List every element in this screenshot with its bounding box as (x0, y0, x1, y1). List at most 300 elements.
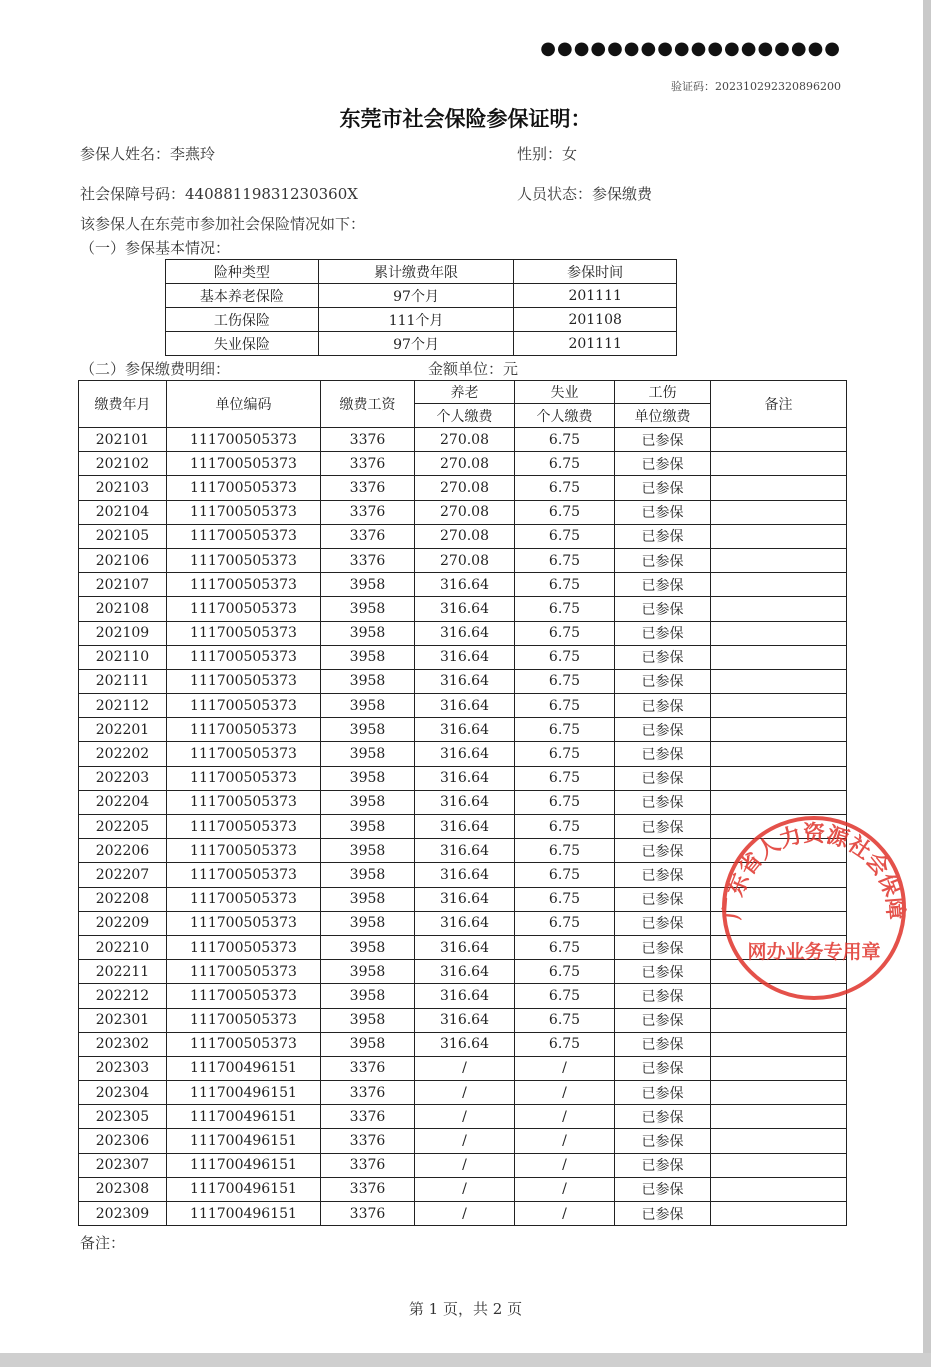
table-cell: 3958 (321, 911, 415, 935)
table-cell: 6.75 (515, 476, 615, 500)
table-cell (711, 1056, 847, 1080)
table-cell: 111700496151 (167, 1202, 321, 1226)
table-cell: 202112 (79, 694, 167, 718)
name-label: 参保人姓名： (80, 145, 171, 163)
table-cell: 316.64 (415, 742, 515, 766)
table-row (79, 645, 847, 669)
table-cell: 202308 (79, 1177, 167, 1201)
table-row (79, 1105, 847, 1129)
table-cell: 316.64 (415, 1008, 515, 1032)
table-cell: 已参保 (615, 669, 711, 693)
table-cell: / (415, 1129, 515, 1153)
table-cell: 202207 (79, 863, 167, 887)
table-cell: 202211 (79, 960, 167, 984)
table-cell: 111700505373 (167, 887, 321, 911)
table-cell: / (415, 1177, 515, 1201)
table-cell: 316.64 (415, 766, 515, 790)
header-pension: 养老 (415, 381, 515, 404)
gender-label: 性别： (517, 145, 563, 163)
table-cell: 已参保 (615, 1056, 711, 1080)
table-cell: 已参保 (615, 452, 711, 476)
table-cell: 3376 (321, 1202, 415, 1226)
table-row (79, 1081, 847, 1105)
table-cell: 316.64 (415, 815, 515, 839)
table-cell: 202204 (79, 790, 167, 814)
table-cell: 已参保 (615, 863, 711, 887)
table-row (79, 476, 847, 500)
table-cell: 3958 (321, 1032, 415, 1056)
table-row (79, 1129, 847, 1153)
table-cell: 已参保 (615, 1202, 711, 1226)
table-cell: 111700505373 (167, 718, 321, 742)
table-row (79, 452, 847, 476)
table-cell: / (415, 1105, 515, 1129)
table-cell: 111700505373 (167, 960, 321, 984)
table-cell: 3958 (321, 645, 415, 669)
table-cell: 6.75 (515, 742, 615, 766)
table-cell: / (515, 1177, 615, 1201)
table-cell: 工伤保险 (166, 308, 319, 332)
table-cell: 316.64 (415, 694, 515, 718)
table-cell: 已参保 (615, 548, 711, 572)
table-cell: 已参保 (615, 524, 711, 548)
table-cell: 6.75 (515, 597, 615, 621)
table-cell: 202210 (79, 935, 167, 959)
seal-inner-text: 网办业务专用章 (747, 941, 881, 963)
table-cell: 已参保 (615, 597, 711, 621)
table-cell: 97个月 (318, 332, 514, 356)
table-cell: 6.75 (515, 960, 615, 984)
table-cell: 111700505373 (167, 452, 321, 476)
table-cell (711, 1105, 847, 1129)
table-cell: 111700505373 (167, 524, 321, 548)
table-cell: 111700505373 (167, 573, 321, 597)
header-pension-sub: 个人缴费 (415, 404, 515, 428)
table-row (79, 500, 847, 524)
table-cell: 3958 (321, 742, 415, 766)
table-cell: 111700505373 (167, 621, 321, 645)
table-cell: 316.64 (415, 960, 515, 984)
table-cell: 270.08 (415, 452, 515, 476)
table-cell: 270.08 (415, 428, 515, 452)
table-cell (711, 1129, 847, 1153)
header-remark: 备注 (711, 381, 847, 428)
table-cell: 已参保 (615, 1081, 711, 1105)
verify-code (671, 78, 841, 94)
table-cell: 3376 (321, 548, 415, 572)
table-cell: 已参保 (615, 1177, 711, 1201)
table-cell: / (515, 1105, 615, 1129)
table-cell: 6.75 (515, 911, 615, 935)
table-cell: 270.08 (415, 476, 515, 500)
table-cell: 202305 (79, 1105, 167, 1129)
table-cell: 202102 (79, 452, 167, 476)
table-cell: 6.75 (515, 887, 615, 911)
table-cell: 已参保 (615, 645, 711, 669)
table-cell: 202212 (79, 984, 167, 1008)
table-cell: 已参保 (615, 960, 711, 984)
table-cell (711, 1177, 847, 1201)
table-cell: 6.75 (515, 1008, 615, 1032)
table-cell: 316.64 (415, 911, 515, 935)
table-cell (711, 1202, 847, 1226)
table-cell: 已参保 (615, 911, 711, 935)
table-cell: 111700496151 (167, 1129, 321, 1153)
table-row (79, 694, 847, 718)
table-row (79, 1008, 847, 1032)
table-cell: 6.75 (515, 669, 615, 693)
table-cell (711, 694, 847, 718)
table-cell: 已参保 (615, 500, 711, 524)
table-cell: 已参保 (615, 790, 711, 814)
table-cell: 3958 (321, 694, 415, 718)
table-cell: 6.75 (515, 548, 615, 572)
table-cell: 3958 (321, 960, 415, 984)
table-cell: 3958 (321, 766, 415, 790)
table-cell: 111700496151 (167, 1081, 321, 1105)
table-cell (711, 476, 847, 500)
table-cell: 202304 (79, 1081, 167, 1105)
table-cell: 3376 (321, 476, 415, 500)
table-cell: 111700505373 (167, 790, 321, 814)
table-cell: / (515, 1081, 615, 1105)
table-cell: / (415, 1202, 515, 1226)
table-cell: 3376 (321, 1129, 415, 1153)
table-cell: 111700505373 (167, 1032, 321, 1056)
table-cell: 111700505373 (167, 911, 321, 935)
table-cell: 111700505373 (167, 839, 321, 863)
table-cell: 111700496151 (167, 1177, 321, 1201)
table-cell (711, 742, 847, 766)
table-row (79, 1032, 847, 1056)
table-cell: 已参保 (615, 1105, 711, 1129)
table-row (166, 284, 677, 308)
table-cell: 已参保 (615, 621, 711, 645)
table-cell: 6.75 (515, 766, 615, 790)
table-row (79, 742, 847, 766)
table-cell (711, 428, 847, 452)
section1-title: （一）参保基本情况： (80, 239, 231, 257)
name-value: 李燕玲 (170, 145, 216, 163)
table-cell: 111700505373 (167, 815, 321, 839)
section2-title: （二）参保缴费明细： (80, 360, 231, 378)
table-cell: 3958 (321, 790, 415, 814)
table-row (79, 669, 847, 693)
table-cell: 316.64 (415, 621, 515, 645)
table-cell (711, 669, 847, 693)
table-cell: 270.08 (415, 500, 515, 524)
table-cell: 3376 (321, 1177, 415, 1201)
table-cell: 3958 (321, 815, 415, 839)
table-cell: 6.75 (515, 984, 615, 1008)
table-cell: 111700505373 (167, 669, 321, 693)
table-cell: 270.08 (415, 524, 515, 548)
table-cell: 202101 (79, 428, 167, 452)
table-cell: 已参保 (615, 1153, 711, 1177)
table-cell (711, 1153, 847, 1177)
table-cell: 3958 (321, 887, 415, 911)
table-cell (711, 718, 847, 742)
table-cell: 111700505373 (167, 428, 321, 452)
table-row (79, 524, 847, 548)
table-cell: / (415, 1056, 515, 1080)
table-cell: 6.75 (515, 1032, 615, 1056)
table-cell: 111700505373 (167, 935, 321, 959)
basic-info-table (165, 259, 677, 356)
table-cell: 已参保 (615, 815, 711, 839)
table-cell: / (515, 1202, 615, 1226)
table-cell: 失业保险 (166, 332, 319, 356)
table-cell: 3958 (321, 863, 415, 887)
table-cell (711, 621, 847, 645)
table-cell: 111700505373 (167, 597, 321, 621)
table-cell: 316.64 (415, 790, 515, 814)
table-cell: 202108 (79, 597, 167, 621)
table-cell: 3958 (321, 718, 415, 742)
ssn-field (80, 183, 358, 204)
table-cell: 3376 (321, 1081, 415, 1105)
table-cell: 3376 (321, 1105, 415, 1129)
table-cell: 111个月 (318, 308, 514, 332)
table-cell: / (415, 1081, 515, 1105)
table-cell: 316.64 (415, 984, 515, 1008)
table-cell: 111700505373 (167, 476, 321, 500)
table-cell: 已参保 (615, 694, 711, 718)
payment-detail-table (78, 380, 847, 1226)
table-cell: 202106 (79, 548, 167, 572)
ssn-label: 社会保障号码： (80, 185, 186, 203)
table-cell: 202208 (79, 887, 167, 911)
table-cell (711, 597, 847, 621)
name-field (80, 143, 215, 164)
table-cell: 202302 (79, 1032, 167, 1056)
table-cell: 6.75 (515, 694, 615, 718)
table-cell: 316.64 (415, 718, 515, 742)
table-cell: 316.64 (415, 669, 515, 693)
table-cell: 111700505373 (167, 694, 321, 718)
table-cell: 111700505373 (167, 645, 321, 669)
table-cell: 6.75 (515, 428, 615, 452)
table-cell: 202201 (79, 718, 167, 742)
table-cell: 316.64 (415, 839, 515, 863)
page-edge-right (923, 0, 931, 1367)
table-cell (711, 1008, 847, 1032)
table-cell: 3376 (321, 524, 415, 548)
official-seal-icon (718, 812, 910, 1004)
header-unemployment: 失业 (515, 381, 615, 404)
table-row (79, 1153, 847, 1177)
table-row (166, 332, 677, 356)
status-value: 参保缴费 (592, 185, 653, 203)
table-cell: 已参保 (615, 935, 711, 959)
amount-unit: 金额单位：元 (428, 360, 519, 378)
ssn-value: 44088119831230360X (185, 185, 358, 203)
table-cell: 参保时间 (514, 260, 677, 284)
table-cell: 202107 (79, 573, 167, 597)
table-cell: 3376 (321, 452, 415, 476)
status-label: 人员状态： (517, 185, 593, 203)
gender-field (517, 143, 577, 164)
table-cell: 已参保 (615, 476, 711, 500)
table-cell: 6.75 (515, 718, 615, 742)
header-month: 缴费年月 (79, 381, 167, 428)
table-cell: 6.75 (515, 452, 615, 476)
table-cell: 202301 (79, 1008, 167, 1032)
table-cell: 202206 (79, 839, 167, 863)
table-cell: 202103 (79, 476, 167, 500)
table-row (79, 1202, 847, 1226)
page-number: 第 1 页，共 2 页 (408, 1300, 523, 1318)
table-cell: 6.75 (515, 863, 615, 887)
table-row (79, 1056, 847, 1080)
table-cell: 已参保 (615, 428, 711, 452)
table-cell: 202105 (79, 524, 167, 548)
table-cell: 111700505373 (167, 863, 321, 887)
table-cell: 316.64 (415, 1032, 515, 1056)
table-cell: 111700505373 (167, 548, 321, 572)
table-cell: 6.75 (515, 815, 615, 839)
remark-label: 备注： (80, 1234, 126, 1252)
table-cell: 111700496151 (167, 1153, 321, 1177)
table-cell: 316.64 (415, 935, 515, 959)
table-cell: 202306 (79, 1129, 167, 1153)
table-cell: 6.75 (515, 573, 615, 597)
table-cell: 3376 (321, 500, 415, 524)
table-cell (711, 645, 847, 669)
table-cell: 3958 (321, 669, 415, 693)
table-cell: 6.75 (515, 839, 615, 863)
table-cell (711, 1081, 847, 1105)
basic-header-row (166, 260, 677, 284)
table-cell: 已参保 (615, 887, 711, 911)
document-title: 东莞市社会保险参保证明： (339, 107, 592, 131)
table-cell: 3958 (321, 621, 415, 645)
table-cell: / (515, 1153, 615, 1177)
table-row (79, 1177, 847, 1201)
table-cell: 202110 (79, 645, 167, 669)
header-unit-code: 单位编码 (167, 381, 321, 428)
table-cell (711, 573, 847, 597)
table-cell: 基本养老保险 (166, 284, 319, 308)
table-cell (711, 766, 847, 790)
table-cell: 202203 (79, 766, 167, 790)
table-cell: 6.75 (515, 621, 615, 645)
table-row (79, 766, 847, 790)
table-cell: 111700496151 (167, 1105, 321, 1129)
table-cell (711, 452, 847, 476)
table-cell: 已参保 (615, 718, 711, 742)
table-cell: 202205 (79, 815, 167, 839)
table-row (79, 428, 847, 452)
table-cell: 316.64 (415, 887, 515, 911)
table-cell: 累计缴费年限 (318, 260, 514, 284)
table-cell: 3958 (321, 839, 415, 863)
table-cell: 202309 (79, 1202, 167, 1226)
table-cell: 202209 (79, 911, 167, 935)
table-cell: 202303 (79, 1056, 167, 1080)
table-cell: 已参保 (615, 839, 711, 863)
table-cell: 111700505373 (167, 742, 321, 766)
table-row (79, 718, 847, 742)
table-cell: 3958 (321, 1008, 415, 1032)
header-injury: 工伤 (615, 381, 711, 404)
table-cell: 已参保 (615, 984, 711, 1008)
table-cell: 202111 (79, 669, 167, 693)
table-cell: 316.64 (415, 573, 515, 597)
table-cell: 111700505373 (167, 1008, 321, 1032)
header-wage: 缴费工资 (321, 381, 415, 428)
table-cell (711, 790, 847, 814)
table-cell: 202202 (79, 742, 167, 766)
verify-value: 2023102923208962​00 (715, 80, 841, 93)
table-cell: 111700496151 (167, 1056, 321, 1080)
table-cell: 316.64 (415, 645, 515, 669)
table-cell (711, 524, 847, 548)
table-cell: 3958 (321, 935, 415, 959)
intro-text: 该参保人在东莞市参加社会保险情况如下： (80, 215, 366, 233)
table-cell: 已参保 (615, 573, 711, 597)
table-cell: 201108 (514, 308, 677, 332)
header-unemployment-sub: 个人缴费 (515, 404, 615, 428)
table-cell (711, 1032, 847, 1056)
table-cell: 已参保 (615, 742, 711, 766)
table-cell: / (515, 1129, 615, 1153)
page-edge-bottom (0, 1353, 931, 1367)
table-cell: 6.75 (515, 790, 615, 814)
table-row (79, 548, 847, 572)
table-cell: 3958 (321, 573, 415, 597)
table-cell: 3376 (321, 428, 415, 452)
table-cell: 3958 (321, 597, 415, 621)
table-row (79, 573, 847, 597)
table-cell: 已参保 (615, 1129, 711, 1153)
table-row (79, 597, 847, 621)
table-cell: 202307 (79, 1153, 167, 1177)
table-cell: 316.64 (415, 863, 515, 887)
table-cell: 111700505373 (167, 766, 321, 790)
status-field (517, 183, 652, 204)
table-cell: 202104 (79, 500, 167, 524)
table-cell: 111700505373 (167, 984, 321, 1008)
table-cell: / (415, 1153, 515, 1177)
table-row (79, 790, 847, 814)
table-cell: 3958 (321, 984, 415, 1008)
table-cell: 已参保 (615, 1008, 711, 1032)
table-cell (711, 548, 847, 572)
table-cell: 已参保 (615, 1032, 711, 1056)
table-row (166, 308, 677, 332)
table-cell: 6.75 (515, 645, 615, 669)
masked-code: ●●●●●●●●●●●●●●●●●● (540, 38, 841, 59)
table-cell (711, 500, 847, 524)
gender-value: 女 (562, 145, 578, 163)
table-cell: 险种类型 (166, 260, 319, 284)
seal-outer-text: 广东省人力资源社会保障 (720, 821, 908, 921)
header-injury-sub: 单位缴费 (615, 404, 711, 428)
table-cell: 3376 (321, 1056, 415, 1080)
table-cell: 6.75 (515, 524, 615, 548)
table-cell: 111700505373 (167, 500, 321, 524)
table-cell: 3376 (321, 1153, 415, 1177)
table-cell: / (515, 1056, 615, 1080)
table-cell: 6.75 (515, 500, 615, 524)
table-cell: 270.08 (415, 548, 515, 572)
table-cell: 201111 (514, 332, 677, 356)
verify-label: 验证码： (671, 80, 716, 93)
table-cell: 316.64 (415, 597, 515, 621)
table-row (79, 621, 847, 645)
table-cell: 97个月 (318, 284, 514, 308)
